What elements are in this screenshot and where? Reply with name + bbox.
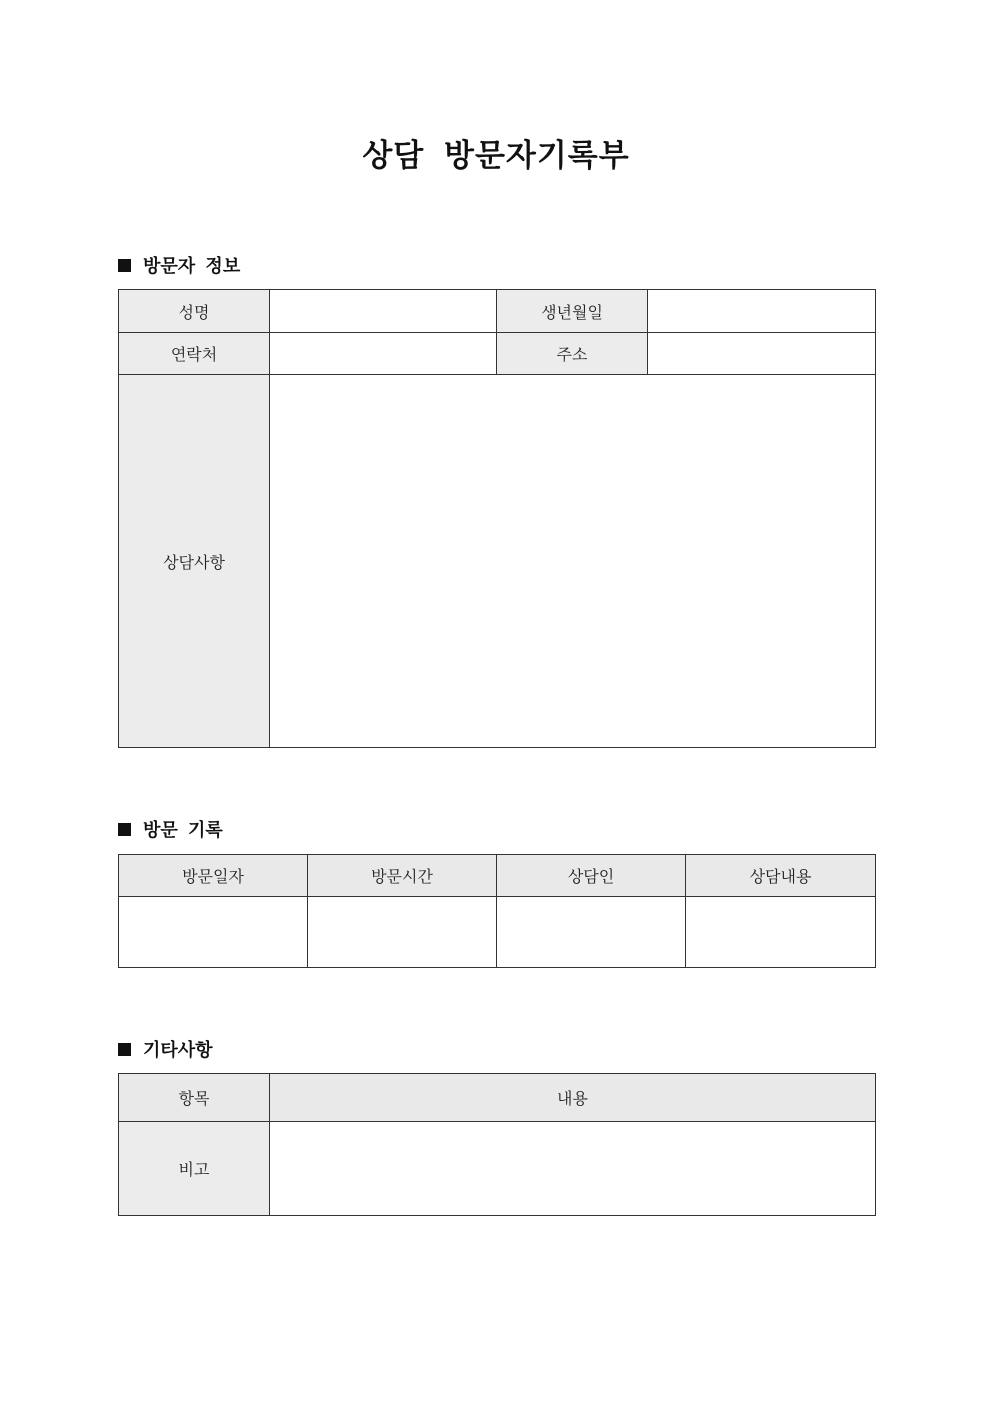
- visit-record-table: [118, 854, 876, 968]
- address-label: 주소: [497, 333, 648, 375]
- birthdate-field[interactable]: [648, 290, 876, 333]
- name-label: 성명: [119, 290, 270, 333]
- visit-date-cell[interactable]: [119, 897, 308, 968]
- contact-label: 연락처: [119, 333, 270, 375]
- remarks-field[interactable]: [270, 1122, 876, 1216]
- counselor-cell[interactable]: [497, 897, 686, 968]
- table-row: [119, 1122, 876, 1216]
- column-header-consult-content: 상담내용: [686, 855, 876, 897]
- column-header-counselor: 상담인: [497, 855, 686, 897]
- name-field[interactable]: [270, 290, 497, 333]
- section-heading-visitor-info: [118, 253, 240, 277]
- column-header-visit-time: 방문시간: [308, 855, 497, 897]
- square-bullet-icon: [118, 1043, 131, 1056]
- square-bullet-icon: [118, 259, 131, 272]
- column-header-content: 내용: [270, 1074, 876, 1122]
- address-field[interactable]: [648, 333, 876, 375]
- table-row: [119, 897, 876, 968]
- remarks-label: 비고: [119, 1122, 270, 1216]
- birthdate-label: 생년월일: [497, 290, 648, 333]
- page-title: 상담 방문자기록부: [362, 138, 630, 174]
- section-heading-visit-record: [118, 817, 223, 841]
- square-bullet-icon: [118, 823, 131, 836]
- contact-field[interactable]: [270, 333, 497, 375]
- visit-time-cell[interactable]: [308, 897, 497, 968]
- section-heading-label: 방문 기록: [143, 820, 223, 841]
- consultation-field[interactable]: [270, 375, 876, 748]
- other-notes-table: [118, 1073, 876, 1216]
- table-header-row: [119, 1074, 876, 1122]
- table-header-row: [119, 855, 876, 897]
- consultation-label: 상담사항: [119, 375, 270, 748]
- consult-content-cell[interactable]: [686, 897, 876, 968]
- column-header-visit-date: 방문일자: [119, 855, 308, 897]
- section-heading-label: 방문자 정보: [143, 256, 241, 277]
- visitor-info-table: [118, 289, 876, 748]
- table-row: [119, 333, 876, 375]
- section-heading-other-notes: [118, 1037, 213, 1061]
- table-row: [119, 375, 876, 748]
- column-header-item: 항목: [119, 1074, 270, 1122]
- table-row: [119, 290, 876, 333]
- section-heading-label: 기타사항: [143, 1040, 213, 1061]
